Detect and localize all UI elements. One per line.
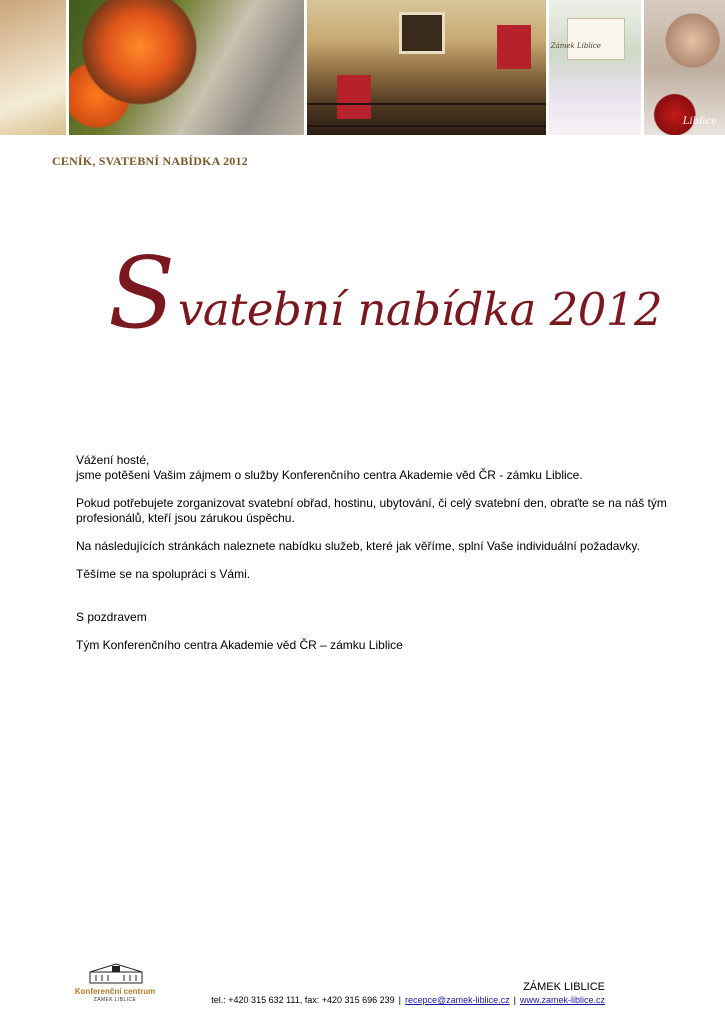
bride-portrait-photo <box>0 0 66 135</box>
title-rest: vatební nabídka 2012 <box>178 283 663 336</box>
document-heading: CENÍK, SVATEBNÍ NABÍDKA 2012 <box>52 154 248 168</box>
castle-window <box>399 12 445 54</box>
script-title <box>108 237 668 354</box>
footer-org-name: ZÁMEK LIBLICE <box>523 981 605 993</box>
footer-separator: | <box>513 995 516 1005</box>
wedding-cake-photo <box>549 0 642 135</box>
red-flag-right <box>497 25 531 69</box>
konferencni-centrum-logo <box>74 962 156 1006</box>
castle-icon <box>88 962 144 984</box>
logo-title: Konferenční centrum <box>74 987 156 996</box>
paragraph-offer: Na následujících stránkách naleznete nabídku služeb, které jak věříme, splní Vaše individuální požadavky. <box>76 539 640 553</box>
paragraph-cooperation: Těšíme se na spolupráci s Vámi. <box>76 567 251 581</box>
footer-phone: tel.: +420 315 632 111, fax: +420 315 696 239 <box>211 995 395 1005</box>
cake-brand-tag: Zámek Liblice <box>550 42 601 50</box>
paragraph-organize: Pokud potřebujete zorganizovat svatební obřad, hostinu, ubytování, či celý svatební den, obraťte se na náš tým profesionálů, kteří jsou zárukou úspěchu. <box>76 496 667 525</box>
letter-body <box>76 453 686 653</box>
castle-balcony-photo <box>307 0 546 135</box>
header-photo-banner <box>0 0 725 135</box>
bride-roses-photo <box>644 0 725 135</box>
orange-bouquet-photo <box>69 0 304 135</box>
signature: Tým Konferenčního centra Akademie věd ČR – zámku Liblice <box>76 638 403 652</box>
liblice-logo-tag: Liblice <box>682 116 717 127</box>
footer-contact-line <box>211 994 605 1006</box>
intro-line: jsme potěšeni Vašim zájmem o služby Konferenčního centra Akademie věd ČR - zámku Liblice. <box>76 468 583 482</box>
logo-subtitle: ZÁMEK LIBLICE <box>93 997 137 1003</box>
closing: S pozdravem <box>76 610 147 624</box>
footer-separator: | <box>398 995 401 1005</box>
website-link[interactable]: www.zamek-liblice.cz <box>519 995 605 1005</box>
email-link[interactable]: recepce@zamek-liblice.cz <box>404 995 510 1005</box>
balcony-railing <box>307 103 546 127</box>
greeting: Vážení hosté, <box>76 453 150 467</box>
title-initial: S <box>108 237 176 351</box>
cake-shape <box>567 18 625 60</box>
